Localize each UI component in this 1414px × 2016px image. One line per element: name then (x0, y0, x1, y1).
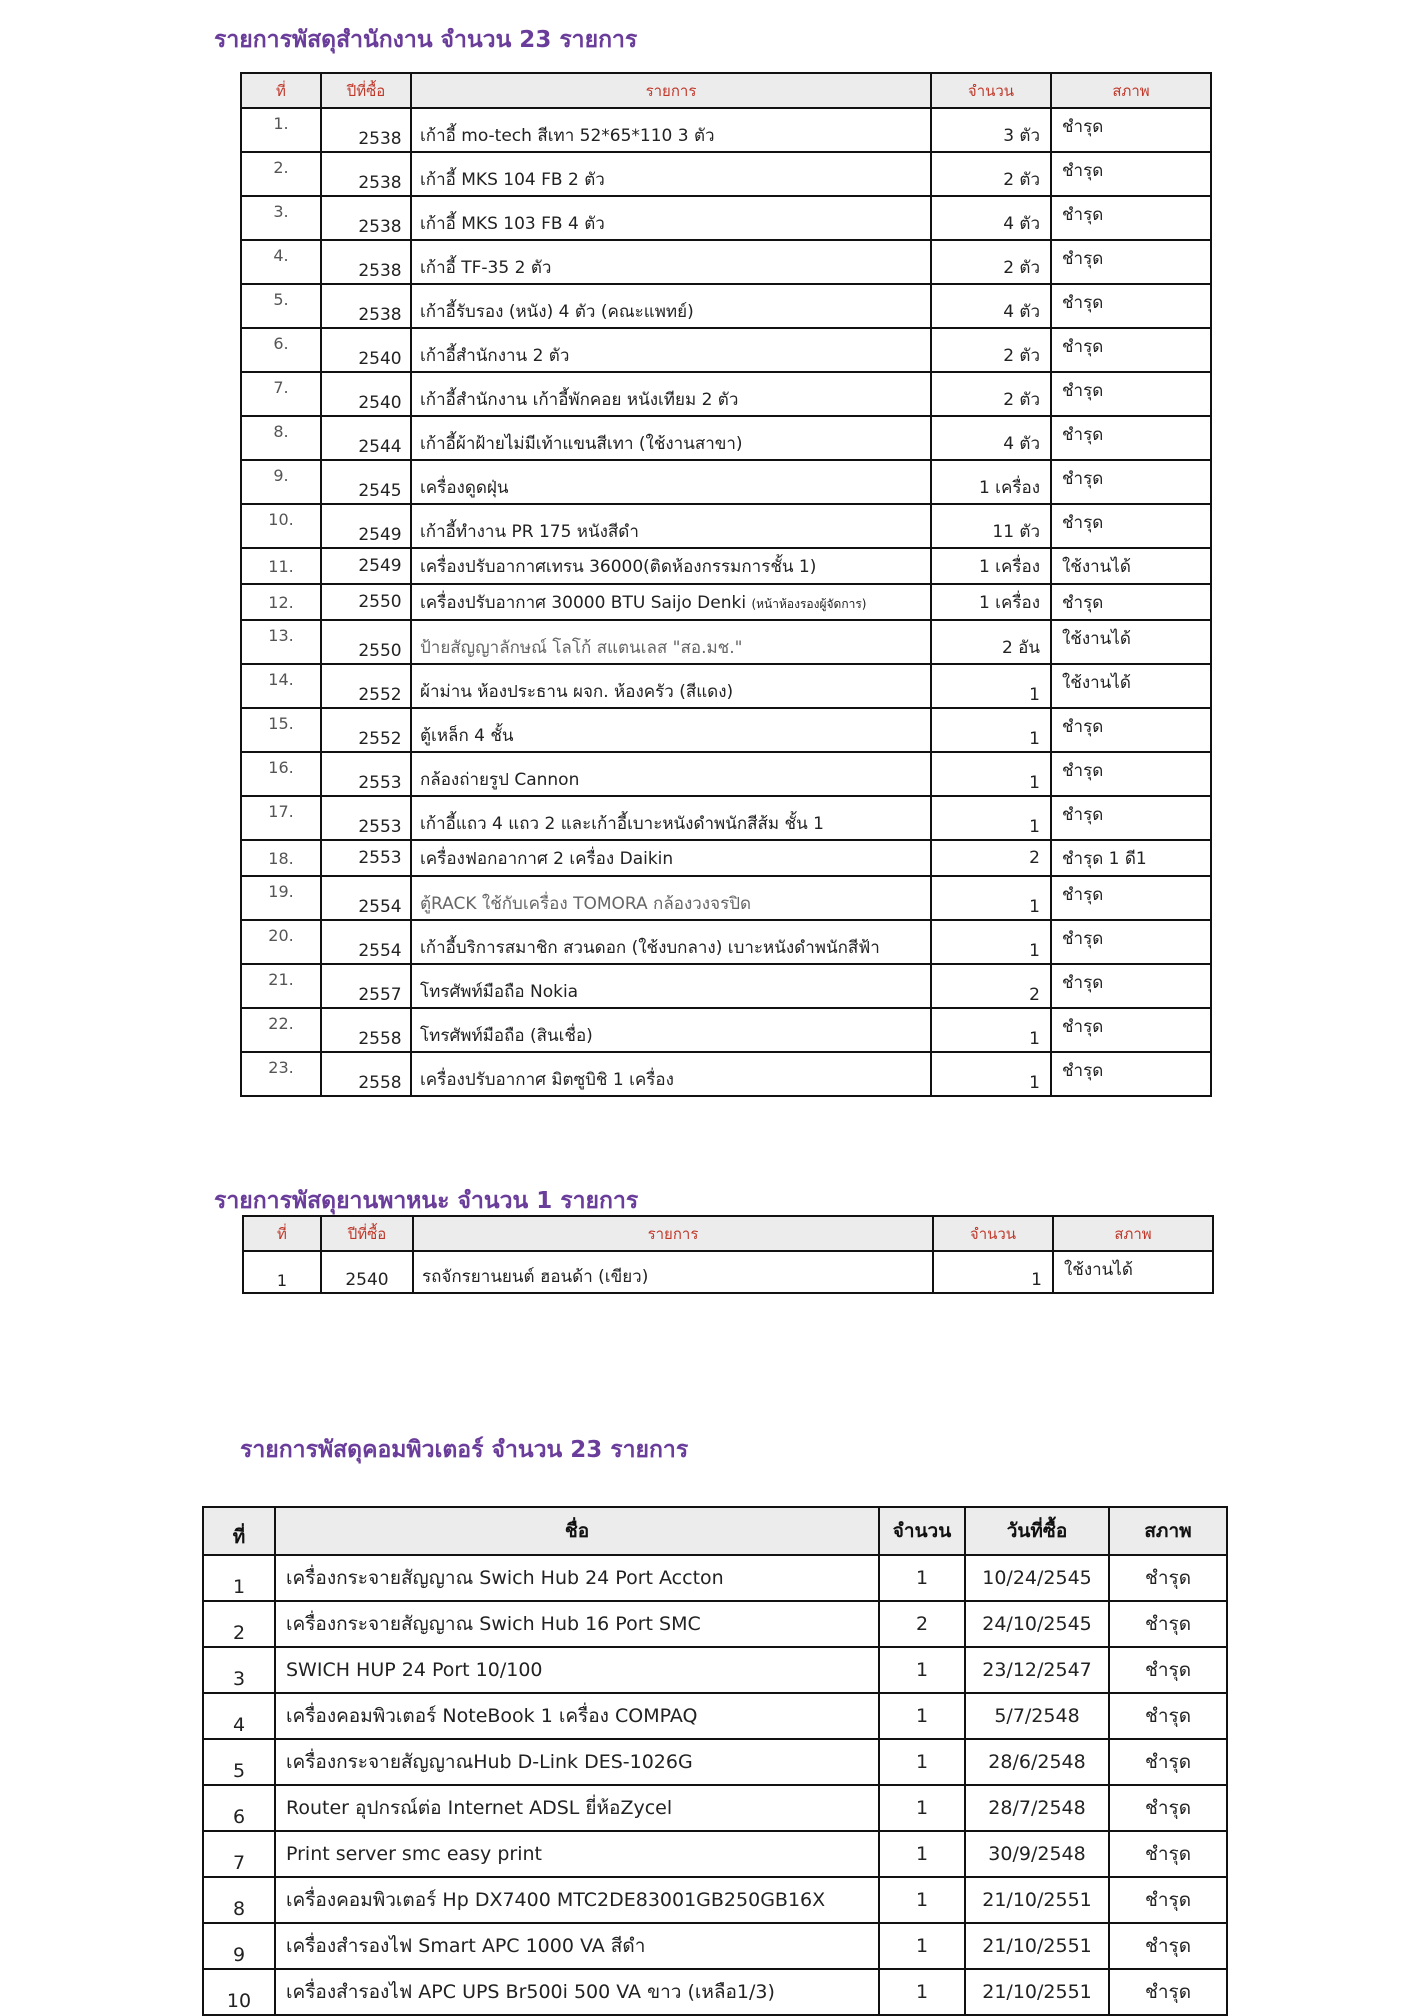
row-item (411, 152, 931, 196)
row-number: 19. (241, 876, 321, 920)
row-qty: 4 ตัว (931, 416, 1051, 460)
row-qty: 2 ตัว (931, 152, 1051, 196)
row-status: ชำรุด (1109, 1601, 1227, 1647)
table-row (203, 1831, 1227, 1877)
row-status: ชำรุด (1051, 372, 1211, 416)
table-row (241, 108, 1211, 152)
row-number: 13. (241, 620, 321, 664)
row-qty: 2 ตัว (931, 240, 1051, 284)
row-name: เครื่องคอมพิวเตอร์ Hp DX7400 MTC2DE83001GB250GB16X (275, 1877, 879, 1923)
row-number: 20. (241, 920, 321, 964)
row-item-text: เก้าอี้ MKS 104 FB 2 ตัว (420, 170, 605, 190)
row-qty: 2 (931, 964, 1051, 1008)
row-item-text: เก้าอี้บริการสมาชิก สวนดอก (ใช้งบกลาง) เบาะหนังดำพนักสีฟ้า (420, 938, 880, 958)
header-year: ปีที่ซื้อ (321, 73, 411, 108)
row-year: 2540 (321, 328, 411, 372)
row-number: 4. (241, 240, 321, 284)
office-table-body (241, 108, 1211, 1096)
row-status: ใช้งานได้ (1053, 1251, 1213, 1293)
row-item (411, 964, 931, 1008)
row-qty: 1 เครื่อง (931, 584, 1051, 620)
row-number: 9 (203, 1923, 275, 1969)
row-status: ชำรุด (1109, 1923, 1227, 1969)
row-qty: 1 (879, 1877, 965, 1923)
row-item (411, 284, 931, 328)
row-year: 2540 (321, 1251, 413, 1293)
row-date: 21/10/2551 (965, 1969, 1109, 2015)
row-name: Print server smc easy print (275, 1831, 879, 1877)
row-item-text: ตู้RACK ใช้กับเครื่อง TOMORA กล้องวงจรปิด (420, 894, 752, 914)
table-row (241, 152, 1211, 196)
row-item (411, 708, 931, 752)
row-name: เครื่องกระจายสัญญาณHub D-Link DES-1026G (275, 1739, 879, 1785)
row-item (411, 796, 931, 840)
row-qty: 4 ตัว (931, 196, 1051, 240)
row-status: ชำรุด (1109, 1969, 1227, 2015)
row-item (411, 920, 931, 964)
table-row (241, 620, 1211, 664)
row-item-text: เครื่องปรับอากาศเทรน 36000(ติดห้องกรรมการชั้น 1) (420, 556, 817, 577)
row-number: 18. (241, 840, 321, 876)
table-row (203, 1923, 1227, 1969)
row-number: 3 (203, 1647, 275, 1693)
row-status: ชำรุด (1051, 504, 1211, 548)
row-item (411, 240, 931, 284)
row-number: 2 (203, 1601, 275, 1647)
row-status: ชำรุด (1051, 1008, 1211, 1052)
row-qty: 1 (931, 1008, 1051, 1052)
row-item-text: เครื่องปรับอากาศ 30000 BTU Saijo Denki (420, 592, 747, 613)
row-date: 10/24/2545 (965, 1555, 1109, 1601)
row-item-text: เก้าอี้รับรอง (หนัง) 4 ตัว (คณะแพทย์) (420, 302, 694, 322)
table-row (243, 1251, 1213, 1293)
row-year: 2558 (321, 1052, 411, 1096)
office-table (240, 72, 1212, 1097)
row-status: ชำรุด (1051, 108, 1211, 152)
row-number: 12. (241, 584, 321, 620)
header-no: ที่ (203, 1507, 275, 1555)
row-number: 8 (203, 1877, 275, 1923)
table-row (241, 240, 1211, 284)
row-status: ชำรุด (1109, 1785, 1227, 1831)
row-year: 2540 (321, 372, 411, 416)
header-qty: จำนวน (879, 1507, 965, 1555)
row-qty: 1 (931, 1052, 1051, 1096)
header-name: ชื่อ (275, 1507, 879, 1555)
row-status: ชำรุด (1051, 284, 1211, 328)
row-year: 2554 (321, 920, 411, 964)
row-year: 2553 (321, 752, 411, 796)
header-no: ที่ (241, 73, 321, 108)
row-number: 15. (241, 708, 321, 752)
row-status: ชำรุด (1051, 196, 1211, 240)
row-item (411, 876, 931, 920)
row-number: 21. (241, 964, 321, 1008)
row-qty: 1 (931, 796, 1051, 840)
table-row (241, 196, 1211, 240)
row-number: 10. (241, 504, 321, 548)
row-qty: 2 (931, 840, 1051, 876)
table-row (203, 1785, 1227, 1831)
row-year: 2544 (321, 416, 411, 460)
row-year: 2553 (321, 796, 411, 840)
header-status: สภาพ (1109, 1507, 1227, 1555)
row-status: ชำรุด (1051, 752, 1211, 796)
row-qty: 1 (931, 920, 1051, 964)
row-date: 21/10/2551 (965, 1877, 1109, 1923)
row-year: 2538 (321, 196, 411, 240)
row-number: 8. (241, 416, 321, 460)
row-item-text: เก้าอี้สำนักงาน เก้าอี้พักคอย หนังเทียม 2 ตัว (420, 390, 739, 410)
table-row (241, 876, 1211, 920)
vehicle-table-header (243, 1216, 1213, 1251)
header-item: รายการ (413, 1216, 933, 1251)
row-item-text: เครื่องฟอกอากาศ 2 เครื่อง Daikin (420, 848, 674, 869)
row-item (411, 620, 931, 664)
row-status: ชำรุด (1051, 416, 1211, 460)
row-status: ชำรุด (1109, 1831, 1227, 1877)
header-qty: จำนวน (931, 73, 1051, 108)
row-item: รถจักรยานยนต์ ฮอนด้า (เขียว) (413, 1251, 933, 1293)
header-no: ที่ (243, 1216, 321, 1251)
row-item (411, 1008, 931, 1052)
row-qty: 1 (931, 752, 1051, 796)
row-name: เครื่องกระจายสัญญาณ Swich Hub 24 Port Accton (275, 1555, 879, 1601)
row-qty: 1 (879, 1923, 965, 1969)
row-qty: 1 (933, 1251, 1053, 1293)
row-number: 22. (241, 1008, 321, 1052)
row-status: ชำรุด (1051, 920, 1211, 964)
row-number: 11. (241, 548, 321, 584)
row-year: 2552 (321, 708, 411, 752)
table-row (241, 416, 1211, 460)
row-item (411, 664, 931, 708)
row-item (411, 416, 931, 460)
table-row (241, 584, 1211, 620)
row-item (411, 328, 931, 372)
row-year: 2552 (321, 664, 411, 708)
row-status: ใช้งานได้ (1051, 548, 1211, 584)
row-year: 2550 (321, 584, 411, 620)
row-year: 2549 (321, 548, 411, 584)
row-date: 23/12/2547 (965, 1647, 1109, 1693)
row-status: ชำรุด 1 ดี1 (1051, 840, 1211, 876)
row-number: 9. (241, 460, 321, 504)
table-row (241, 752, 1211, 796)
row-status: ชำรุด (1051, 328, 1211, 372)
row-qty: 1 (879, 1831, 965, 1877)
row-qty: 1 (879, 1739, 965, 1785)
table-row (241, 504, 1211, 548)
row-number: 1. (241, 108, 321, 152)
row-year: 2553 (321, 840, 411, 876)
row-date: 28/6/2548 (965, 1739, 1109, 1785)
row-item-text: กล้องถ่ายรูป Cannon (420, 770, 580, 790)
office-section-title: รายการพัสดุสำนักงาน จำนวน 23 รายการ (214, 27, 638, 53)
row-number: 14. (241, 664, 321, 708)
row-name: Router อุปกรณ์ต่อ Internet ADSL ยี่ห้อZycel (275, 1785, 879, 1831)
row-year: 2538 (321, 284, 411, 328)
row-item (411, 752, 931, 796)
computer-table-header (203, 1507, 1227, 1555)
table-row (203, 1739, 1227, 1785)
table-row (203, 1693, 1227, 1739)
table-row (203, 1877, 1227, 1923)
row-item-text: เก้าอี้ทำงาน PR 175 หนังสีดำ (420, 522, 639, 542)
row-item-text: เครื่องปรับอากาศ มิตซูบิชิ 1 เครื่อง (420, 1070, 674, 1090)
row-number: 1 (243, 1251, 321, 1293)
row-status: ชำรุด (1051, 152, 1211, 196)
row-status: ใช้งานได้ (1051, 620, 1211, 664)
table-row (241, 548, 1211, 584)
row-item-text: โทรศัพท์มือถือ (สินเชื่อ) (420, 1026, 593, 1046)
row-status: ใช้งานได้ (1051, 664, 1211, 708)
vehicle-table-body (243, 1251, 1213, 1293)
row-item-text: เก้าอี้สำนักงาน 2 ตัว (420, 346, 570, 366)
row-item-text: ผ้าม่าน ห้องประธาน ผจก. ห้องครัว (สีแดง) (420, 682, 734, 702)
row-qty: 1 เครื่อง (931, 460, 1051, 504)
vehicle-table (242, 1215, 1214, 1294)
table-row (241, 664, 1211, 708)
row-status: ชำรุด (1051, 964, 1211, 1008)
row-item-text: โทรศัพท์มือถือ Nokia (420, 982, 579, 1002)
table-row (241, 1008, 1211, 1052)
row-number: 7 (203, 1831, 275, 1877)
table-row (241, 1052, 1211, 1096)
row-item (411, 460, 931, 504)
row-item-note: (หน้าห้องรองผู้จัดการ) (751, 596, 867, 611)
table-row (241, 708, 1211, 752)
row-qty: 1 (931, 876, 1051, 920)
row-date: 30/9/2548 (965, 1831, 1109, 1877)
row-status: ชำรุด (1051, 584, 1211, 620)
row-item-text: เก้าอี้ MKS 103 FB 4 ตัว (420, 214, 605, 234)
row-number: 10 (203, 1969, 275, 2015)
row-item-text: ป้ายสัญญาลักษณ์ โลโก้ สแตนเลส "สอ.มช." (420, 638, 743, 658)
row-number: 1 (203, 1555, 275, 1601)
row-item-text: เก้าอี้แถว 4 แถว 2 และเก้าอี้เบาะหนังดำพนักสีส้ม ชั้น 1 (420, 814, 824, 834)
header-item: รายการ (411, 73, 931, 108)
row-year: 2545 (321, 460, 411, 504)
row-number: 6. (241, 328, 321, 372)
row-qty: 1 เครื่อง (931, 548, 1051, 584)
row-name: เครื่องกระจายสัญญาณ Swich Hub 16 Port SMC (275, 1601, 879, 1647)
table-row (241, 372, 1211, 416)
table-row (203, 1647, 1227, 1693)
row-item (411, 840, 931, 876)
row-qty: 1 (931, 664, 1051, 708)
table-row (241, 328, 1211, 372)
row-number: 17. (241, 796, 321, 840)
table-row (203, 1601, 1227, 1647)
row-status: ชำรุด (1051, 876, 1211, 920)
table-row (241, 920, 1211, 964)
row-item (411, 372, 931, 416)
computer-section-title: รายการพัสดุคอมพิวเตอร์ จำนวน 23 รายการ (240, 1437, 689, 1463)
row-status: ชำรุด (1051, 460, 1211, 504)
row-qty: 2 ตัว (931, 372, 1051, 416)
row-item (411, 548, 931, 584)
row-qty: 1 (879, 1785, 965, 1831)
header-year: ปีที่ซื้อ (321, 1216, 413, 1251)
row-number: 16. (241, 752, 321, 796)
row-qty: 2 ตัว (931, 328, 1051, 372)
row-item-text: เก้าอี้ TF-35 2 ตัว (420, 258, 552, 278)
office-table-header (241, 73, 1211, 108)
row-date: 5/7/2548 (965, 1693, 1109, 1739)
row-year: 2538 (321, 108, 411, 152)
table-row (241, 840, 1211, 876)
row-item-text: เครื่องดูดฝุ่น (420, 478, 509, 498)
row-status: ชำรุด (1051, 1052, 1211, 1096)
table-row (241, 796, 1211, 840)
computer-table-body (203, 1555, 1227, 2015)
row-status: ชำรุด (1109, 1877, 1227, 1923)
table-row (241, 964, 1211, 1008)
header-status: สภาพ (1051, 73, 1211, 108)
row-year: 2558 (321, 1008, 411, 1052)
row-qty: 1 (879, 1969, 965, 2015)
row-qty: 2 (879, 1601, 965, 1647)
table-row (203, 1969, 1227, 2015)
row-number: 5. (241, 284, 321, 328)
row-number: 5 (203, 1739, 275, 1785)
row-name: SWICH HUP 24 Port 10/100 (275, 1647, 879, 1693)
row-qty: 1 (879, 1647, 965, 1693)
row-number: 2. (241, 152, 321, 196)
row-year: 2557 (321, 964, 411, 1008)
row-item (411, 196, 931, 240)
row-date: 21/10/2551 (965, 1923, 1109, 1969)
row-name: เครื่องสำรองไฟ APC UPS Br500i 500 VA ขาว (เหลือ1/3) (275, 1969, 879, 2015)
row-year: 2549 (321, 504, 411, 548)
row-qty: 3 ตัว (931, 108, 1051, 152)
row-status: ชำรุด (1109, 1739, 1227, 1785)
header-qty: จำนวน (933, 1216, 1053, 1251)
row-item (411, 108, 931, 152)
header-date: วันที่ซื้อ (965, 1507, 1109, 1555)
table-row (203, 1555, 1227, 1601)
row-year: 2554 (321, 876, 411, 920)
row-status: ชำรุด (1051, 708, 1211, 752)
row-year: 2538 (321, 152, 411, 196)
row-name: เครื่องคอมพิวเตอร์ NoteBook 1 เครื่อง COMPAQ (275, 1693, 879, 1739)
row-number: 7. (241, 372, 321, 416)
row-status: ชำรุด (1051, 796, 1211, 840)
row-item (411, 584, 931, 620)
header-status: สภาพ (1053, 1216, 1213, 1251)
row-date: 28/7/2548 (965, 1785, 1109, 1831)
row-qty: 11 ตัว (931, 504, 1051, 548)
row-status: ชำรุด (1109, 1647, 1227, 1693)
table-row (241, 284, 1211, 328)
row-status: ชำรุด (1051, 240, 1211, 284)
row-name: เครื่องสำรองไฟ Smart APC 1000 VA สีดำ (275, 1923, 879, 1969)
row-item-text: เก้าอี้ mo-tech สีเทา 52*65*110 3 ตัว (420, 126, 715, 146)
vehicle-section-title: รายการพัสดุยานพาหนะ จำนวน 1 รายการ (214, 1188, 639, 1214)
row-item-text: เก้าอี้ผ้าฝ้ายไม่มีเท้าแขนสีเทา (ใช้งานสาขา) (420, 434, 743, 454)
computer-table (202, 1506, 1228, 2016)
row-qty: 1 (879, 1555, 965, 1601)
row-qty: 1 (931, 708, 1051, 752)
row-year: 2550 (321, 620, 411, 664)
row-qty: 4 ตัว (931, 284, 1051, 328)
row-status: ชำรุด (1109, 1693, 1227, 1739)
row-item (411, 1052, 931, 1096)
row-status: ชำรุด (1109, 1555, 1227, 1601)
row-qty: 1 (879, 1693, 965, 1739)
row-number: 3. (241, 196, 321, 240)
row-date: 24/10/2545 (965, 1601, 1109, 1647)
row-number: 6 (203, 1785, 275, 1831)
row-qty: 2 อัน (931, 620, 1051, 664)
row-item (411, 504, 931, 548)
row-number: 23. (241, 1052, 321, 1096)
row-item-text: ตู้เหล็ก 4 ชั้น (420, 726, 514, 746)
row-number: 4 (203, 1693, 275, 1739)
row-year: 2538 (321, 240, 411, 284)
table-row (241, 460, 1211, 504)
